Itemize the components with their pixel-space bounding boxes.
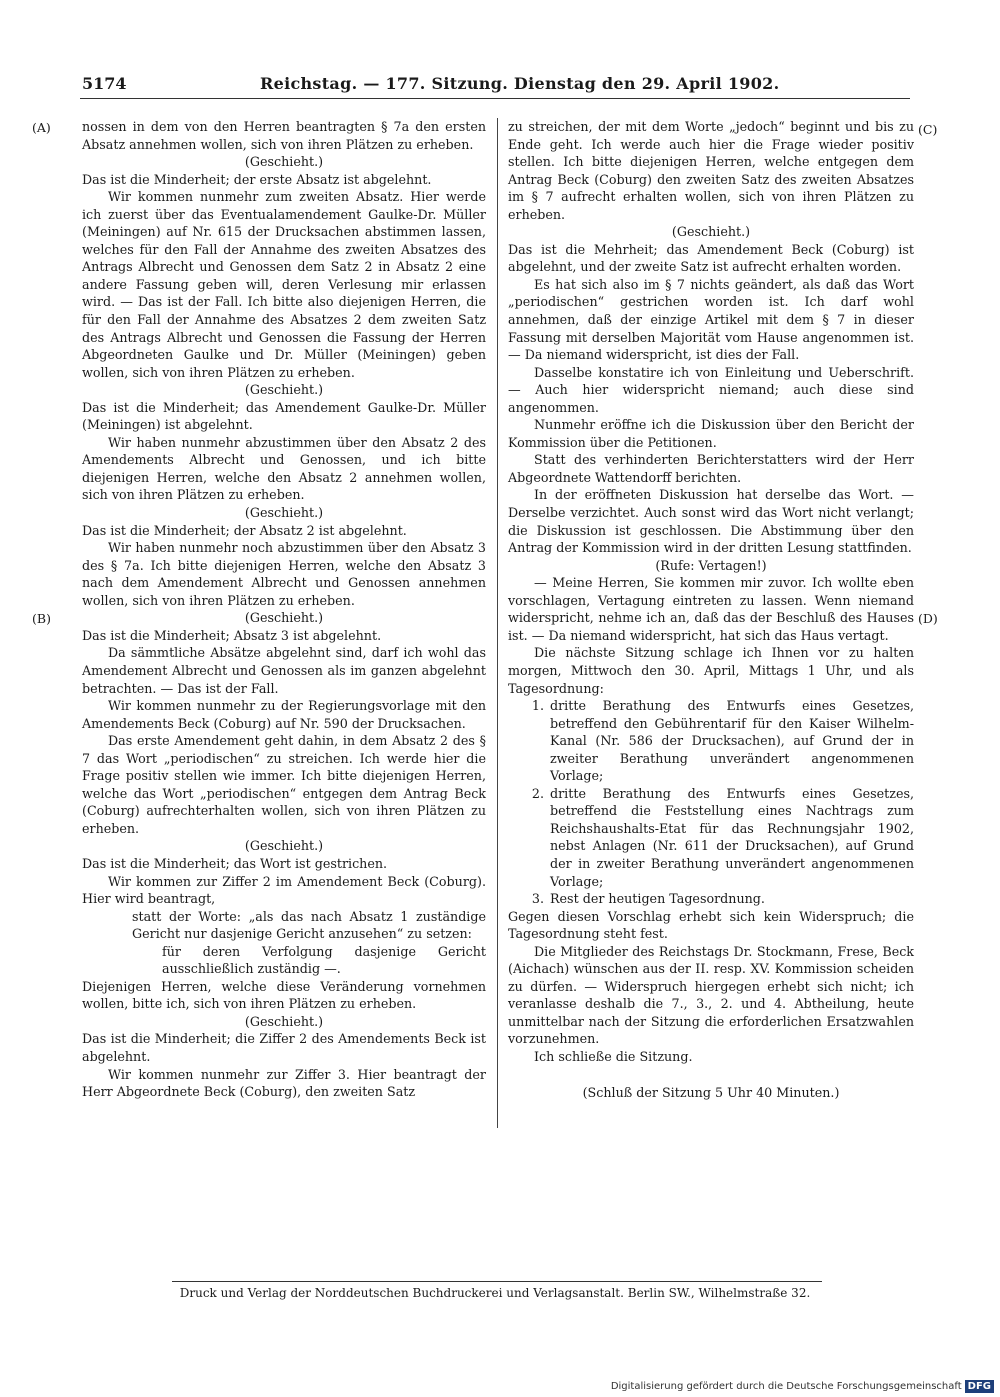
paragraph: Ich schließe die Sitzung. [534,1048,693,1064]
paragraph: Das ist die Mehrheit; das Amendement Beck (Coburg) ist abgelehnt, und der zweite Satz ist aufrecht erhalten worden. [508,241,914,275]
paragraph: (Rufe: Vertagen!) [655,557,767,573]
paragraph: (Geschieht.) [244,505,324,521]
footer-rule [172,1281,822,1282]
right-column-text-b [508,908,914,1066]
paragraph: Die Mitglieder des Reichstags Dr. Stockmann, Frese, Beck (Aichach) wünschen aus der II. resp. XV. Kommission scheiden zu dürfen. — Widerspruch hiergegen erhebt sich nicht; ich veranlasse deshalb die 7., 3., 2. und 4. Abtheilung, heute unmittelbar nach der Sitzung die erforderlichen Ersatzwahlen vorzunehmen. [508,943,914,1047]
right-column-text-a [508,118,914,697]
imprint: Druck und Verlag der Norddeutschen Buchdruckerei und Verlagsanstalt. Berlin SW., Wilhelmstraße 32. [179,1286,811,1300]
paragraph: Das erste Amendement geht dahin, in dem Absatz 2 des § 7 das Wort „periodischen“ zu streichen. Ich werde hier die Frage positiv stellen wie immer. Ich bitte diejenigen Herren, welche das Wort „periodischen“ entgegen dem Antrag Beck (Coburg) aufrechterhalten wollen, sich von ihren Plätzen zu erheben. [82,733,486,836]
paragraph: Das ist die Minderheit; der Absatz 2 ist abgelehnt. [82,522,407,538]
paragraph: Da sämmtliche Absätze abgelehnt sind, darf ich wohl das Amendement Albrecht und Genossen als im ganzen abgelehnt betrachten. — Das ist der Fall. [82,645,486,696]
paragraph: (Geschieht.) [244,382,324,398]
paragraph: für deren Verfolgung dasjenige Gericht ausschließlich zuständig —. [162,943,486,977]
agenda-item-number: 3. [531,891,544,907]
paragraph: (Geschieht.) [244,1013,324,1029]
paragraph: (Geschieht.) [244,838,324,854]
dfg-notice [611,1380,994,1393]
agenda-list [508,697,914,908]
margin-mark-b: (B) [32,611,51,626]
paragraph: Das ist die Minderheit; das Wort ist gestrichen. [82,855,388,871]
agenda-item-text: Rest der heutigen Tagesordnung. [550,891,765,907]
paragraph: Statt des verhinderten Berichterstatters wird der Herr Abgeordnete Wattendorff berichten. [508,452,914,485]
paragraph: Es hat sich also im § 7 nichts geändert, als daß das Wort „periodischen“ gestrichen worden ist. Ich darf wohl annehmen, daß der einzige Artikel mit dem § 7 in dieser Fassung mit derselben Majorität vom Hause angenommen ist. — Da niemand widerspricht, ist dies der Fall. [508,276,914,363]
right-column [508,118,914,1101]
margin-mark-d: (D) [918,611,938,626]
margin-mark-a: (A) [32,120,51,135]
paragraph: — Meine Herren, Sie kommen mir zuvor. Ich wollte eben vorschlagen, Vertagung eintreten zu lassen. Wenn niemand widerspricht, nehme ich an, daß das der Beschluß des Hauses ist. — Da niemand widerspricht, hat sich das Haus vertagt. [508,575,914,643]
dfg-logo: DFG [965,1380,994,1393]
paragraph: Diejenigen Herren, welche diese Veränderung vornehmen wollen, bitte ich, sich von ihren Plätzen zu erheben. [82,978,486,1012]
paragraph: (Geschieht.) [244,610,324,626]
paragraph: Das ist die Minderheit; Absatz 3 ist abgelehnt. [82,627,382,643]
margin-mark-c: (C) [918,122,938,137]
paragraph: In der eröffneten Diskussion hat derselbe das Wort. — Derselbe verzichtet. Auch sonst wird das Wort nicht verlangt; die Diskussion ist geschlossen. Die Abstimmung über den Antrag der Kommission wird in der dritten Lesung stattfinden. [508,487,914,556]
paragraph: Wir haben nunmehr abzustimmen über den Absatz 2 des Amendements Albrecht und Genossen, und ich bitte diejenigen Herren, welche den Absatz 2 annehmen wollen, sich von ihren Plätzen zu erheben. [82,434,486,503]
agenda-item [508,785,914,890]
left-column [82,118,486,1101]
page-number: 5174 [82,74,127,93]
agenda-item-text: dritte Berathung des Entwurfs eines Gesetzes, betreffend den Gebührentarif für den Kaiser Wilhelm-Kanal (Nr. 586 der Drucksachen), auf Grund der in zweiter Berathung unverändert angenommenen Vorlage; [550,698,914,784]
paragraph: Die nächste Sitzung schlage ich Ihnen vor zu halten morgen, Mittwoch den 30. April, Mittags 1 Uhr, und als Tagesordnung: [508,645,914,696]
paragraph: Das ist die Minderheit; die Ziffer 2 des Amendements Beck ist abgelehnt. [82,1031,486,1064]
page-header [80,74,910,98]
paragraph: statt der Worte: „als das nach Absatz 1 zuständige Gericht nur dasjenige Gericht anzusehen“ zu setzen: [132,908,486,942]
paragraph: Nunmehr eröffne ich die Diskussion über den Bericht der Kommission über die Petitionen. [508,417,914,450]
closing-note: (Schluß der Sitzung 5 Uhr 40 Minuten.) [582,1084,840,1100]
agenda-item-number: 2. [531,785,544,801]
agenda-item-text: dritte Berathung des Entwurfs eines Gesetzes, betreffend die Feststellung eines Nachtrags zum Reichshaushalts-Etat für das Rechnungsjahr 1902, nebst Anlagen (Nr. 611 der Drucksachen), auf Grund der in zweiter Berathung unverändert angenommenen Vorlage; [550,785,914,889]
column-divider [497,118,498,1128]
paragraph: (Geschieht.) [671,224,751,240]
agenda-item [508,890,914,908]
dfg-notice-text: Digitalisierung gefördert durch die Deutsche Forschungsgemeinschaft [610,1381,962,1392]
paragraph: Wir kommen nunmehr zu der Regierungsvorlage mit den Amendements Beck (Coburg) auf Nr. 590 der Drucksachen. [82,698,486,731]
paragraph: Das ist die Minderheit; der erste Absatz ist abgelehnt. [82,171,432,187]
paragraph: Gegen diesen Vorschlag erhebt sich kein Widerspruch; die Tagesordnung steht fest. [508,908,914,942]
running-title: Reichstag. — 177. Sitzung. Dienstag den 29. April 1902. [260,74,780,93]
paragraph: (Geschieht.) [244,154,324,170]
paragraph: Wir haben nunmehr noch abzustimmen über den Absatz 3 des § 7a. Ich bitte diejenigen Herren, welche den Absatz 3 nach dem Amendement Albrecht und Genossen annehmen wollen, sich von ihren Plätzen zu erheben. [82,540,486,608]
header-rule [80,98,910,99]
paragraph: Das ist die Minderheit; das Amendement Gaulke-Dr. Müller (Meiningen) ist abgelehnt. [82,399,486,433]
paragraph: Wir kommen nunmehr zur Ziffer 3. Hier beantragt der Herr Abgeordnete Beck (Coburg), den zweiten Satz [82,1066,486,1100]
paragraph: Dasselbe konstatire ich von Einleitung und Ueberschrift. — Auch hier widerspricht niemand; auch diese sind angenommen. [508,364,914,415]
agenda-item-number: 1. [531,698,544,714]
paragraph: Wir kommen nunmehr zum zweiten Absatz. Hier werde ich zuerst über das Eventualamendement Gaulke-Dr. Müller (Meiningen) auf Nr. 615 der Drucksachen abstimmen lassen, welches für den Fall der Annahme des zweiten Absatzes des Antrags Albrecht und Genossen dem Satz 2 in Absatz 2 eine andere Fassung geben will, deren Verlesung mir erlassen wird. — Das ist der Fall. Ich bitte also diejenigen Herren, die für den Fall der Annahme des Absatzes 2 dem zweiten Satz des Antrags Albrecht und Genossen die Fassung der Herren Abgeordneten Gaulke und Dr. Müller (Meiningen) geben wollen, sich von ihren Plätzen zu erheben. [82,189,486,380]
paragraph: nossen in dem von den Herren beantragten § 7a den ersten Absatz annehmen wollen, sich von ihren Plätzen zu erheben. [82,119,486,152]
paragraph: Wir kommen zur Ziffer 2 im Amendement Beck (Coburg). Hier wird beantragt, [82,873,486,907]
paragraph: zu streichen, der mit dem Worte „jedoch“ beginnt und bis zu Ende geht. Ich werde auch hier die Frage wieder positiv stellen. Ich bitte diejenigen Herren, welche entgegen dem Antrag Beck (Coburg) den zweiten Satz des zweiten Absatzes im § 7 aufrecht erhalten wollen, sich von ihren Plätzen zu erheben. [508,119,914,222]
agenda-item [508,697,914,785]
